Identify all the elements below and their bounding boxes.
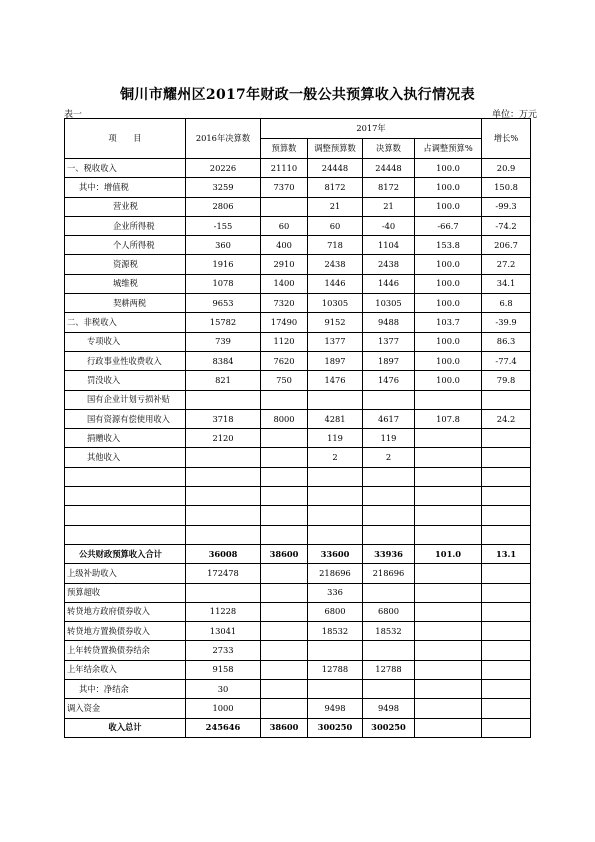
value-adjusted-budget: 1897 <box>308 351 363 370</box>
header-2017: 2017年 <box>261 119 482 139</box>
value-budget: 60 <box>261 216 308 235</box>
row-label: 收入总计 <box>65 718 186 737</box>
value-budget: 400 <box>261 236 308 255</box>
value-pct-adjusted <box>415 506 482 525</box>
row-label <box>65 467 186 486</box>
table-row <box>65 467 531 486</box>
value-pct-adjusted <box>415 660 482 679</box>
value-2016-final: 3718 <box>186 409 261 428</box>
value-growth <box>482 564 531 583</box>
value-2016-final: 9653 <box>186 294 261 313</box>
value-pct-adjusted <box>415 467 482 486</box>
value-2016-final <box>186 390 261 409</box>
value-growth <box>482 583 531 602</box>
table-row <box>65 564 531 583</box>
value-pct-adjusted: 100.0 <box>415 197 482 216</box>
value-growth: 13.1 <box>482 544 531 563</box>
row-label: 转贷地方置换债券收入 <box>65 622 186 641</box>
value-2016-final: 360 <box>186 236 261 255</box>
value-budget: 38600 <box>261 544 308 563</box>
value-adjusted-budget <box>308 680 363 699</box>
table-row <box>65 197 531 216</box>
value-pct-adjusted: 100.0 <box>415 274 482 293</box>
value-budget: 750 <box>261 371 308 390</box>
value-2016-final: -155 <box>186 216 261 235</box>
table-row <box>65 660 531 679</box>
value-adjusted-budget: 218696 <box>308 564 363 583</box>
row-label <box>65 525 186 544</box>
table-row <box>65 699 531 718</box>
value-pct-adjusted <box>415 487 482 506</box>
value-pct-adjusted <box>415 583 482 602</box>
table-row <box>65 332 531 351</box>
table-body <box>65 159 531 738</box>
value-adjusted-budget: 10305 <box>308 294 363 313</box>
row-label: 营业税 <box>65 197 186 216</box>
value-growth <box>482 641 531 660</box>
row-label: 契耕两税 <box>65 294 186 313</box>
value-2016-final <box>186 487 261 506</box>
value-2016-final: 15782 <box>186 313 261 332</box>
value-final: 6800 <box>363 602 415 621</box>
value-growth <box>482 448 531 467</box>
value-pct-adjusted <box>415 525 482 544</box>
value-pct-adjusted: 100.0 <box>415 332 482 351</box>
value-adjusted-budget: 718 <box>308 236 363 255</box>
row-label: 国有企业计划亏损补贴 <box>65 390 186 409</box>
value-final: 218696 <box>363 564 415 583</box>
value-2016-final: 13041 <box>186 622 261 641</box>
value-2016-final: 2120 <box>186 429 261 448</box>
value-adjusted-budget: 2438 <box>308 255 363 274</box>
value-pct-adjusted <box>415 390 482 409</box>
value-pct-adjusted: 100.0 <box>415 159 482 178</box>
table-row <box>65 506 531 525</box>
value-budget <box>261 390 308 409</box>
value-2016-final: 8384 <box>186 351 261 370</box>
value-adjusted-budget: 18532 <box>308 622 363 641</box>
table-row <box>65 371 531 390</box>
value-pct-adjusted: 100.0 <box>415 371 482 390</box>
value-final: -40 <box>363 216 415 235</box>
value-adjusted-budget: 9498 <box>308 699 363 718</box>
table-row <box>65 583 531 602</box>
table-row <box>65 602 531 621</box>
value-budget <box>261 564 308 583</box>
value-growth: -99.3 <box>482 197 531 216</box>
value-final: 1446 <box>363 274 415 293</box>
value-pct-adjusted <box>415 699 482 718</box>
value-growth <box>482 660 531 679</box>
value-growth: 6.8 <box>482 294 531 313</box>
value-pct-adjusted: 100.0 <box>415 255 482 274</box>
row-label: 转贷地方政府债券收入 <box>65 602 186 621</box>
revenue-table <box>64 118 531 738</box>
row-label: 其他收入 <box>65 448 186 467</box>
value-pct-adjusted <box>415 641 482 660</box>
value-growth <box>482 699 531 718</box>
row-label: 上级补助收入 <box>65 564 186 583</box>
value-2016-final: 1078 <box>186 274 261 293</box>
table-row <box>65 525 531 544</box>
value-pct-adjusted <box>415 564 482 583</box>
value-2016-final: 3259 <box>186 178 261 197</box>
value-growth <box>482 718 531 737</box>
value-adjusted-budget: 12788 <box>308 660 363 679</box>
value-budget: 38600 <box>261 718 308 737</box>
value-adjusted-budget: 6800 <box>308 602 363 621</box>
value-budget <box>261 641 308 660</box>
table-row <box>65 294 531 313</box>
row-label: 国有资源有偿使用收入 <box>65 409 186 428</box>
value-final: 21 <box>363 197 415 216</box>
value-budget: 1120 <box>261 332 308 351</box>
value-budget: 17490 <box>261 313 308 332</box>
row-label: 调入资金 <box>65 699 186 718</box>
table-row <box>65 351 531 370</box>
row-label: 上年结余收入 <box>65 660 186 679</box>
value-2016-final: 20226 <box>186 159 261 178</box>
value-2016-final: 1916 <box>186 255 261 274</box>
value-growth: 20.9 <box>482 159 531 178</box>
table-row <box>65 159 531 178</box>
value-final <box>363 680 415 699</box>
table-row <box>65 544 531 563</box>
value-2016-final: 245646 <box>186 718 261 737</box>
value-budget: 1400 <box>261 274 308 293</box>
value-growth: -74.2 <box>482 216 531 235</box>
value-adjusted-budget: 21 <box>308 197 363 216</box>
value-final <box>363 487 415 506</box>
header-2016-final: 2016年决算数 <box>186 119 261 159</box>
value-adjusted-budget: 300250 <box>308 718 363 737</box>
value-final: 2438 <box>363 255 415 274</box>
value-2016-final: 172478 <box>186 564 261 583</box>
table-row <box>65 274 531 293</box>
value-2016-final <box>186 525 261 544</box>
value-2016-final <box>186 506 261 525</box>
value-growth <box>482 390 531 409</box>
value-2016-final: 9158 <box>186 660 261 679</box>
header-budget: 预算数 <box>261 139 308 159</box>
header-adjusted-budget: 调整预算数 <box>308 139 363 159</box>
value-pct-adjusted <box>415 622 482 641</box>
value-adjusted-budget: 2 <box>308 448 363 467</box>
value-final: 119 <box>363 429 415 448</box>
value-growth: 150.8 <box>482 178 531 197</box>
table-row <box>65 313 531 332</box>
value-adjusted-budget <box>308 467 363 486</box>
value-adjusted-budget: 1446 <box>308 274 363 293</box>
value-budget: 8000 <box>261 409 308 428</box>
value-2016-final: 2733 <box>186 641 261 660</box>
table-row <box>65 680 531 699</box>
value-pct-adjusted: 100.0 <box>415 178 482 197</box>
value-final: 1377 <box>363 332 415 351</box>
table-row <box>65 622 531 641</box>
value-2016-final: 821 <box>186 371 261 390</box>
value-pct-adjusted <box>415 718 482 737</box>
page-title: 铜川市耀州区2017年财政一般公共预算收入执行情况表 <box>120 87 475 103</box>
value-final: 9488 <box>363 313 415 332</box>
table-row <box>65 409 531 428</box>
table-row <box>65 448 531 467</box>
value-budget <box>261 602 308 621</box>
value-budget <box>261 487 308 506</box>
value-2016-final: 30 <box>186 680 261 699</box>
row-label: 城维税 <box>65 274 186 293</box>
value-pct-adjusted <box>415 680 482 699</box>
table-row <box>65 178 531 197</box>
row-label: 资源税 <box>65 255 186 274</box>
value-pct-adjusted: 153.8 <box>415 236 482 255</box>
value-2016-final: 1000 <box>186 699 261 718</box>
value-pct-adjusted: 103.7 <box>415 313 482 332</box>
value-budget: 7620 <box>261 351 308 370</box>
value-pct-adjusted: 100.0 <box>415 294 482 313</box>
value-pct-adjusted <box>415 429 482 448</box>
value-adjusted-budget: 1476 <box>308 371 363 390</box>
value-adjusted-budget: 8172 <box>308 178 363 197</box>
unit-label: 单位：万元 <box>491 110 537 120</box>
value-budget <box>261 429 308 448</box>
value-final <box>363 467 415 486</box>
value-budget <box>261 622 308 641</box>
value-final: 8172 <box>363 178 415 197</box>
value-final: 4617 <box>363 409 415 428</box>
value-adjusted-budget: 1377 <box>308 332 363 351</box>
value-growth: -77.4 <box>482 351 531 370</box>
value-pct-adjusted <box>415 448 482 467</box>
value-budget: 21110 <box>261 159 308 178</box>
value-budget: 7370 <box>261 178 308 197</box>
value-growth <box>482 467 531 486</box>
value-budget <box>261 660 308 679</box>
table-row <box>65 429 531 448</box>
row-label: 个人所得税 <box>65 236 186 255</box>
header-row-1 <box>65 119 531 139</box>
table-row <box>65 487 531 506</box>
value-adjusted-budget <box>308 390 363 409</box>
value-budget <box>261 583 308 602</box>
value-growth <box>482 680 531 699</box>
table-row <box>65 390 531 409</box>
row-label: 其中：增值税 <box>65 178 186 197</box>
value-pct-adjusted: 101.0 <box>415 544 482 563</box>
table-row <box>65 718 531 737</box>
value-adjusted-budget <box>308 506 363 525</box>
value-adjusted-budget: 4281 <box>308 409 363 428</box>
value-2016-final <box>186 448 261 467</box>
value-adjusted-budget: 336 <box>308 583 363 602</box>
value-growth: 79.8 <box>482 371 531 390</box>
value-budget <box>261 525 308 544</box>
value-final: 2 <box>363 448 415 467</box>
value-final: 10305 <box>363 294 415 313</box>
value-2016-final <box>186 467 261 486</box>
table-row <box>65 255 531 274</box>
value-final: 24448 <box>363 159 415 178</box>
value-adjusted-budget: 119 <box>308 429 363 448</box>
value-final <box>363 583 415 602</box>
value-final: 1897 <box>363 351 415 370</box>
row-label: 行政事业性收费收入 <box>65 351 186 370</box>
value-budget <box>261 467 308 486</box>
row-label: 捐赠收入 <box>65 429 186 448</box>
value-pct-adjusted <box>415 602 482 621</box>
value-budget <box>261 448 308 467</box>
value-adjusted-budget: 60 <box>308 216 363 235</box>
value-final <box>363 390 415 409</box>
value-pct-adjusted: 107.8 <box>415 409 482 428</box>
value-final: 9498 <box>363 699 415 718</box>
value-growth: 206.7 <box>482 236 531 255</box>
row-label: 企业所得税 <box>65 216 186 235</box>
header-item: 项 目 <box>65 119 186 159</box>
value-adjusted-budget <box>308 525 363 544</box>
table-row <box>65 641 531 660</box>
value-final: 1476 <box>363 371 415 390</box>
value-growth <box>482 525 531 544</box>
value-budget <box>261 506 308 525</box>
value-adjusted-budget: 24448 <box>308 159 363 178</box>
value-adjusted-budget: 33600 <box>308 544 363 563</box>
row-label: 二、非税收入 <box>65 313 186 332</box>
table-row <box>65 236 531 255</box>
value-2016-final: 739 <box>186 332 261 351</box>
row-label: 一、税收收入 <box>65 159 186 178</box>
value-2016-final <box>186 583 261 602</box>
value-pct-adjusted: 100.0 <box>415 351 482 370</box>
value-budget <box>261 699 308 718</box>
value-budget <box>261 197 308 216</box>
value-final: 12788 <box>363 660 415 679</box>
row-label: 罚没收入 <box>65 371 186 390</box>
table-label: 表一 <box>64 110 83 120</box>
value-growth <box>482 602 531 621</box>
value-growth <box>482 487 531 506</box>
row-label: 专项收入 <box>65 332 186 351</box>
value-2016-final: 36008 <box>186 544 261 563</box>
row-label <box>65 506 186 525</box>
row-label: 公共财政预算收入合计 <box>65 544 186 563</box>
header-growth: 增长% <box>482 119 531 159</box>
value-budget: 7320 <box>261 294 308 313</box>
value-final: 300250 <box>363 718 415 737</box>
value-final: 33936 <box>363 544 415 563</box>
value-growth: -39.9 <box>482 313 531 332</box>
row-label <box>65 487 186 506</box>
value-final <box>363 506 415 525</box>
header-pct-adjusted: 占调整预算% <box>415 139 482 159</box>
value-growth <box>482 622 531 641</box>
value-budget <box>261 680 308 699</box>
value-growth: 86.3 <box>482 332 531 351</box>
value-growth <box>482 506 531 525</box>
value-growth: 27.2 <box>482 255 531 274</box>
row-label: 其中：净结余 <box>65 680 186 699</box>
value-growth: 34.1 <box>482 274 531 293</box>
value-final: 1104 <box>363 236 415 255</box>
value-adjusted-budget <box>308 487 363 506</box>
row-label: 预算超收 <box>65 583 186 602</box>
value-pct-adjusted: -66.7 <box>415 216 482 235</box>
value-2016-final: 11228 <box>186 602 261 621</box>
value-2016-final: 2806 <box>186 197 261 216</box>
value-final <box>363 525 415 544</box>
value-adjusted-budget: 9152 <box>308 313 363 332</box>
value-final <box>363 641 415 660</box>
value-budget: 2910 <box>261 255 308 274</box>
value-growth: 24.2 <box>482 409 531 428</box>
row-label: 上年转贷置换债券结余 <box>65 641 186 660</box>
table-row <box>65 216 531 235</box>
value-adjusted-budget <box>308 641 363 660</box>
header-final: 决算数 <box>363 139 415 159</box>
value-growth <box>482 429 531 448</box>
value-final: 18532 <box>363 622 415 641</box>
